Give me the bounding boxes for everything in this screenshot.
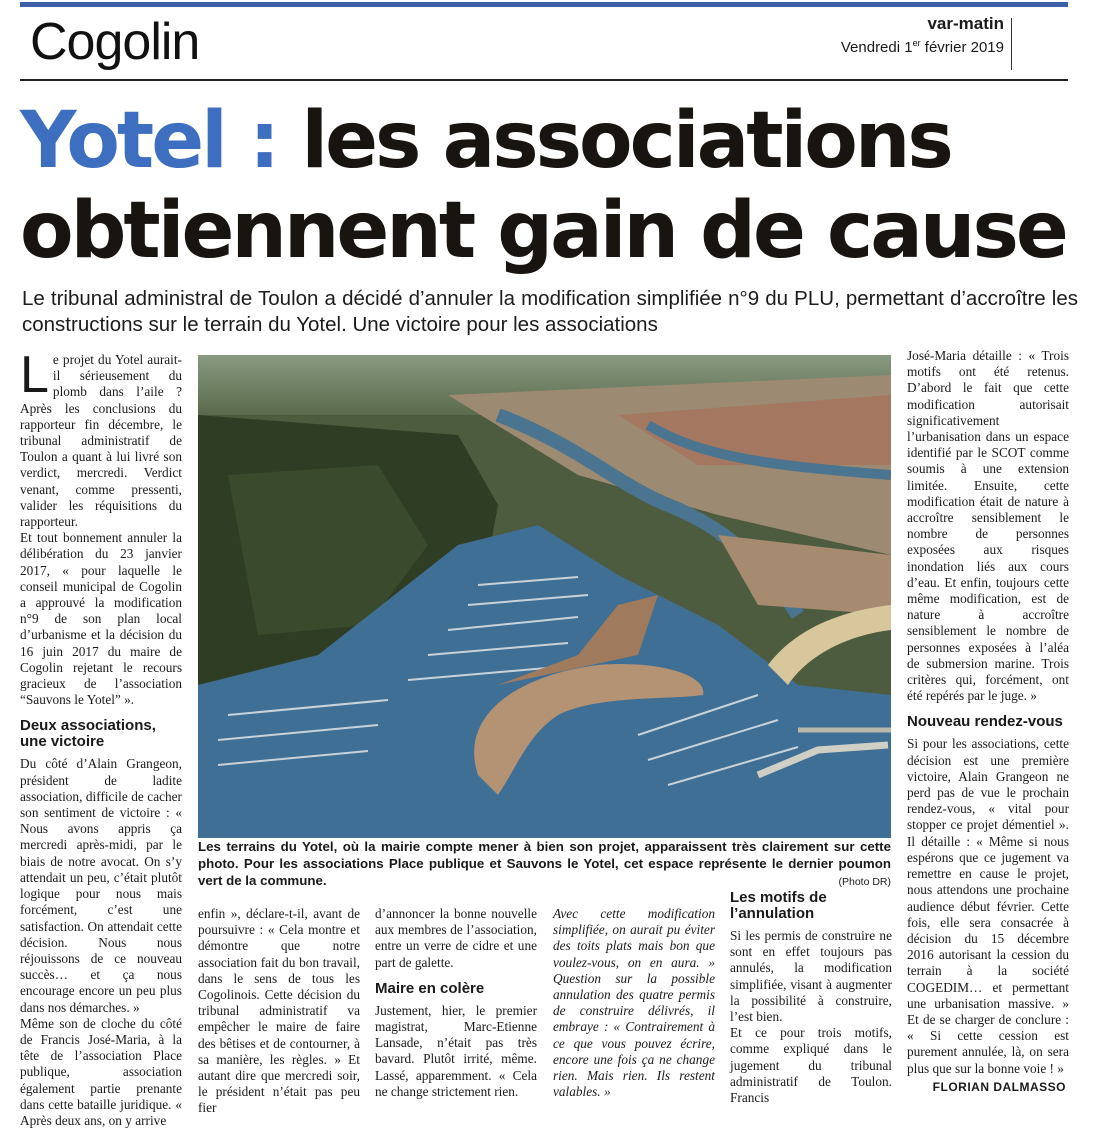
date-sup: er <box>912 38 921 48</box>
drop-cap: L <box>20 346 49 404</box>
subheading-deux-associations: Deux associations, une victoire <box>20 717 156 751</box>
col1-paragraph-2: Et tout bonnement annuler la délibération du 23 janvier 2017, « pour laquelle le conseil municipal de Cogolin a approuvé la modification n°9 de son plan local d’urbanisme et la décision du 16 juin 2017 du maire de Cogolin rejetant le recours gracieux de l’association “Sauvons le Yotel” ». <box>20 530 182 708</box>
header-rule <box>20 79 1068 81</box>
issue-date <box>841 38 1004 56</box>
col1-paragraph-1: e projet du Yotel aurait-il sérieusement du plomb dans l’aile ? Après les conclusions du rapporteur fin décembre, le tribunal administratif de Toulon a quant à lui livré son verdict, mercredi. Verdict venant, comme pressenti, valider les réquisitions du rapporteur. <box>20 352 182 530</box>
headline <box>20 96 1080 276</box>
col1-paragraph-4: Même son de cloche du côté de Francis José-Maria, à la tête de l’association Place publique, association également partie prenante dans cette bataille juridique. « Après deux ans, on y arrive <box>20 1015 182 1128</box>
column-3 <box>375 906 537 1100</box>
top-color-rule <box>20 2 1068 7</box>
headline-highlight: Yotel : <box>20 96 278 186</box>
col1-paragraph-3: Du côté d’Alain Grangeon, président de ladite association, difficile de cacher son sentiment de victoire : « Nous avons appris ça mercredi après-midi, par le biais de notre avocat. On s’y attendait un peu, c’était plutôt logique pour nous mais forcément, c’est une satisfaction. On attendait cette décision. Nous nous réjouissons de ce nouveau succès… et ça nous encourage encore un peu plus dans nos démarches. » <box>20 756 182 1015</box>
col6-paragraph-1: José-Maria détaille : « Trois motifs ont été retenus. D’abord le fait que cette modification autorisait significativement l’urbanisation dans un espace identifié par le SCOT comme soumis à une extension limitée. Ensuite, cette modification était de nature à accroître sensiblement le nombre de personnes exposées aux risques inondation liés aux cours d’eau. Et enfin, toujours cette même modification, est de nature à accroître sensiblement le nombre de personnes exposées à l’aléa de submersion marine. Trois critères qui, forcément, ont été repérés par le juge. » <box>907 348 1069 704</box>
byline: FLORIAN DALMASSO <box>932 1080 1066 1094</box>
column-1 <box>20 346 182 1129</box>
section-city-title: Cogolin <box>30 13 200 71</box>
newspaper-brand: var-matin <box>927 14 1004 33</box>
column-2 <box>198 906 360 1117</box>
column-6 <box>907 348 1069 1077</box>
photo-credit: (Photo DR) <box>838 876 891 888</box>
aerial-photo <box>198 355 891 838</box>
photo-caption: Les terrains du Yotel, où la mairie compte mener à bien son projet, apparaissent très clairement sur cette photo. Pour les associations Place publique et Sauvons le Yotel, cet espace représente le dernier poumon vert de la commune. <box>198 839 891 888</box>
subheading-maire-en-colere: Maire en colère <box>375 979 485 997</box>
col2-paragraph-1: enfin », déclare-t-il, avant de poursuivre : « Cela montre et démontre que notre association fait du bon travail, dans le sens de tous les Cogolinois. Cette décision du tribunal administratif va empêcher le maire de faire des bêtises et de contourner, à sa manière, les règles. » Et autant dire que mercredi soir, le président n’était pas peu fier <box>198 906 360 1116</box>
col3-paragraph-1: d’annoncer la bonne nouvelle aux membres de l’association, entre un verre de cidre et une part de galette. <box>375 906 537 970</box>
header-divider <box>1011 18 1012 70</box>
col5-paragraph-1: Si les permis de construire ne sont en effet toujours pas annulés, la modification simplifiée, visant à augmenter la possibilité à construire, l’est bien. <box>730 928 892 1025</box>
col3-paragraph-2: Justement, hier, le premier magistrat, Marc-Etienne Lansade, n’était pas très bavard. Plutôt irrité, même. Lassé, apparemment. « Cela ne change strictement rien. <box>375 1002 537 1099</box>
aerial-photo-image <box>198 355 891 838</box>
col5-paragraph-2: Et ce pour trois motifs, comme expliqué dans le jugement du tribunal administratif de Toulon. Francis <box>730 1025 892 1106</box>
date-prefix: Vendredi 1 <box>840 39 913 56</box>
headline-line1: les associations <box>277 96 951 186</box>
subheading-nouveau-rendez-vous: Nouveau rendez-vous <box>907 713 1063 731</box>
subheading-les-motifs: Les motifs de l’annulation <box>730 889 827 922</box>
col4-paragraph-1: Avec cette modification simplifiée, on aurait pu éviter des toits plats mais bon que voulez-vous, on en aura. » Question sur la possible annulation des quatre permis de construire délivrés, il embraye : « Contrairement à ce que vous pouvez écrire, encore une fois ça ne change rien. Mais rien. Ils restent valables. » <box>553 906 715 1100</box>
date-suffix: février 2019 <box>920 39 1004 56</box>
column-5 <box>730 882 892 1106</box>
headline-line2: obtiennent gain de cause <box>20 186 1066 276</box>
column-4 <box>553 906 715 1100</box>
col6-paragraph-2: Si pour les associations, cette décision est une première victoire, Alain Grangeon ne perd pas de vue le prochain rendez-vous, « vital pour stopper ce projet démentiel ». Il détaille : « Même si nous espérons que ce jugement va remettre en cause le projet, nous attendons une prochaine audience début février. Cette fois, elle sera consacrée à décision du 15 décembre 2016 autorisant la cession du terrain à la société COGEDIM… et permettant une urbanisation massive. » Et de se charger de conclure : « Si cette cession est purement annulée, là, on sera plus que sur la bonne voie ! » <box>907 736 1069 1076</box>
standfirst: Le tribunal administral de Toulon a décidé d’annuler la modification simplifiée n°9 du PLU, permettant d’accroître les constructions sur le terrain du Yotel. Une victoire pour les associations <box>22 287 1078 336</box>
